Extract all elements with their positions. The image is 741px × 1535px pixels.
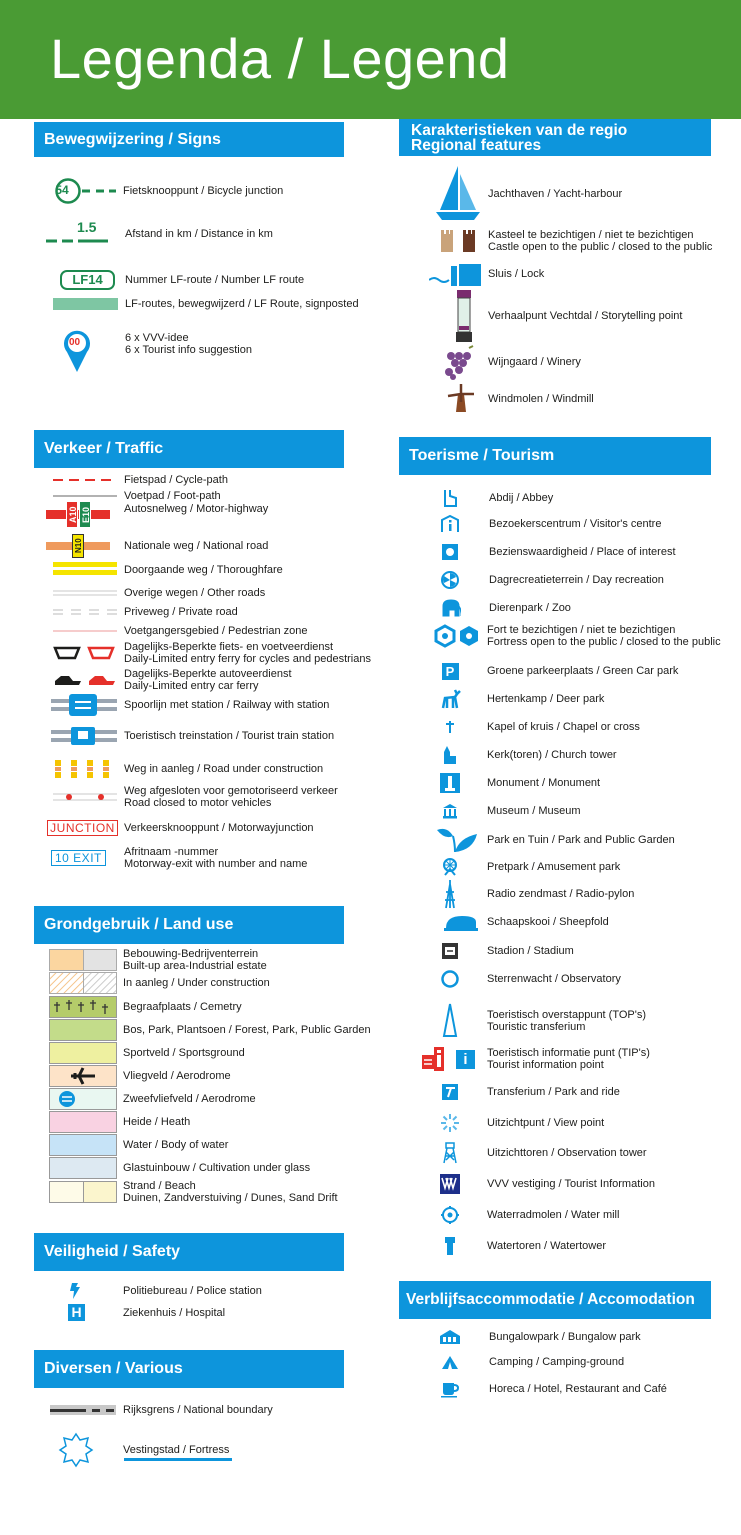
distance-number: 1.5 xyxy=(77,219,97,235)
road-closed-icon xyxy=(46,790,124,804)
legend-row-radio-pylon xyxy=(439,878,634,910)
legend-row-cemetry xyxy=(42,996,242,1018)
police-icon xyxy=(64,1281,123,1301)
legend-label: Heide / Heath xyxy=(123,1116,191,1128)
legend-label: Dagelijks-Beperkte autoveerdienst xyxy=(124,668,292,680)
legend-row-vvv-office xyxy=(439,1173,655,1195)
legend-label: Transferium / Park and ride xyxy=(487,1086,620,1098)
legend-label: Bos, Park, Plantsoen / Forest, Park, Public Garden xyxy=(123,1024,371,1036)
observatory-icon xyxy=(439,968,461,990)
legend-label: 6 x VVV-idee xyxy=(125,332,189,344)
water-swatch xyxy=(49,1134,117,1156)
vvv-office-icon xyxy=(439,1173,461,1195)
legend-row-stadium xyxy=(439,940,574,962)
regional-header-line2: Regional features xyxy=(411,136,542,154)
legend-label: Fietspad / Cycle-path xyxy=(124,474,228,486)
hospital-icon: H xyxy=(68,1304,85,1321)
legend-label: Dagrecreatieterrein / Day recreation xyxy=(489,574,664,586)
cemetry-swatch xyxy=(42,996,123,1018)
legend-label: Politiebureau / Police station xyxy=(123,1285,262,1297)
legend-label: VVV vestiging / Tourist Information xyxy=(487,1178,655,1190)
landuse-header: Grondgebruik / Land use xyxy=(34,906,344,944)
distance-dash-icon xyxy=(46,219,125,246)
sheepfold-icon xyxy=(434,912,487,932)
legend-label: In aanleg / Under construction xyxy=(123,977,270,989)
camping-tent-icon xyxy=(439,1351,461,1373)
railway-station-icon xyxy=(44,692,124,718)
legend-label: Fort te bezichtigen / niet te bezichtigen xyxy=(487,624,676,636)
legend-row-camping xyxy=(439,1351,624,1373)
legend-row-vvv-idea xyxy=(62,328,252,374)
legend-label: Horeca / Hotel, Restaurant and Café xyxy=(489,1383,667,1395)
legend-label: Voetpad / Foot-path xyxy=(124,490,221,502)
legend-label: Sluis / Lock xyxy=(488,268,545,280)
legend-row-zoo xyxy=(439,597,571,619)
cycle-path-line-icon xyxy=(46,474,124,486)
legend-row-lf-signposted xyxy=(46,298,359,310)
legend-row-lf-number xyxy=(50,270,304,290)
legend-row-visitor-centre xyxy=(439,513,661,535)
legend-label: Fortress open to the public / closed to the public xyxy=(487,636,721,648)
legend-row-park xyxy=(426,826,675,854)
forest-swatch xyxy=(49,1019,117,1041)
water-tower-icon xyxy=(439,1235,461,1257)
legend-label: Verkeersknooppunt / Motorwayjunction xyxy=(124,822,314,834)
legend-row-chapel xyxy=(439,716,640,738)
windmill-icon xyxy=(434,384,488,414)
junction-number: 54 xyxy=(55,183,69,197)
observation-tower-icon xyxy=(439,1142,461,1164)
storytelling-point-icon xyxy=(440,288,488,344)
various-header: Diversen / Various xyxy=(34,1350,344,1388)
legend-row-tip xyxy=(422,1047,650,1071)
legend-label: Kasteel te bezichtigen / niet te bezichtigen xyxy=(488,229,694,241)
legend-row-distance xyxy=(46,219,273,246)
legend-row-construction xyxy=(46,758,323,780)
legend-row-railway xyxy=(44,692,329,718)
legend-row-yacht xyxy=(428,164,622,224)
legend-row-exit xyxy=(51,846,307,870)
tip-blue-info-icon: i xyxy=(456,1050,475,1069)
legend-row-cycle-path xyxy=(46,474,228,486)
ferris-wheel-icon xyxy=(439,856,461,878)
church-tower-icon xyxy=(439,744,461,766)
legend-label: Weg in aanleg / Road under construction xyxy=(124,763,324,775)
place-of-interest-icon xyxy=(439,541,461,563)
legend-label: Autosnelweg / Motor-highway xyxy=(124,503,269,515)
legend-row-water xyxy=(42,1134,228,1156)
legend-label: Uitzichtpunt / View point xyxy=(487,1117,605,1129)
legend-label: Waterradmolen / Water mill xyxy=(487,1209,620,1221)
museum-icon xyxy=(439,800,461,822)
legend-label: Toeristisch overstappunt (TOP's) xyxy=(487,1009,647,1021)
road-construction-icon xyxy=(46,758,124,780)
builtup-swatch xyxy=(42,949,123,971)
legend-label: Toeristisch treinstation / Tourist train station xyxy=(124,730,335,742)
legend-row-park-ride xyxy=(439,1081,620,1103)
legend-row-beach xyxy=(42,1180,338,1204)
legend-label: Daily-Limited entry car ferry xyxy=(124,680,259,692)
yacht-harbour-icon xyxy=(428,164,488,224)
park-and-ride-icon xyxy=(439,1081,461,1103)
exit-box: 10 EXIT xyxy=(51,850,106,866)
legend-label: Camping / Camping-ground xyxy=(489,1356,625,1368)
regional-header xyxy=(399,119,711,156)
legend-label: Priveweg / Private road xyxy=(124,606,238,618)
legend-row-abbey xyxy=(439,487,553,509)
fort-icon xyxy=(426,624,487,648)
legend-label: Park en Tuin / Park and Public Garden xyxy=(487,834,675,846)
legend-row-observation-tower xyxy=(439,1142,647,1164)
traffic-header: Verkeer / Traffic xyxy=(34,430,344,468)
legend-label: Kerk(toren) / Church tower xyxy=(487,749,617,761)
legend-label: Tourist information point xyxy=(487,1059,604,1071)
lf-route-badge: LF14 xyxy=(60,270,115,290)
legend-label: Stadion / Stadium xyxy=(487,945,574,957)
water-mill-icon xyxy=(439,1204,461,1226)
fortress-icon xyxy=(58,1432,123,1468)
legend-row-horeca xyxy=(439,1378,667,1400)
legend-row-amusement xyxy=(439,856,620,878)
under-construction-swatch xyxy=(42,972,123,994)
park-leaf-icon xyxy=(426,826,487,854)
winery-grapes-icon xyxy=(434,344,488,380)
legend-row-day-recreation xyxy=(439,569,664,591)
legend-row-junction xyxy=(41,820,314,836)
legend-label: Water / Body of water xyxy=(123,1139,229,1151)
day-recreation-icon xyxy=(439,569,461,591)
legend-label: Voetgangersgebied / Pedestrian zone xyxy=(124,625,308,637)
legend-label: Begraafplaats / Cemetry xyxy=(123,1001,242,1013)
legend-label: Zweefvliefveld / Aerodrome xyxy=(123,1093,256,1105)
legend-row-green-car-park xyxy=(439,660,678,682)
legend-row-road-closed xyxy=(46,785,338,809)
legend-row-museum xyxy=(439,800,581,822)
visitor-centre-icon xyxy=(439,513,461,535)
legend-label: Duinen, Zandverstuiving / Dunes, Sand Drift xyxy=(123,1192,338,1204)
legend-label: Daily-Limited entry ferry for cycles and pedestrians xyxy=(124,653,371,665)
legend-label: Nummer LF-route / Number LF route xyxy=(125,274,305,286)
legend-row-tourist-train xyxy=(44,723,334,749)
legend-label: Glastuinbouw / Cultivation under glass xyxy=(123,1162,311,1174)
tip-red-icon xyxy=(422,1047,446,1071)
legend-label: Kapel of kruis / Chapel or cross xyxy=(487,721,640,733)
legend-label: Wijngaard / Winery xyxy=(488,356,581,368)
aerodrome-swatch xyxy=(42,1065,123,1087)
legend-label: Abdij / Abbey xyxy=(489,492,554,504)
legend-label: Road closed to motor vehicles xyxy=(124,797,272,809)
legend-label: Built-up area-Industrial estate xyxy=(123,960,267,972)
tourist-train-station-icon xyxy=(44,723,124,749)
abbey-icon xyxy=(439,487,461,509)
legend-label: Bungalowpark / Bungalow park xyxy=(489,1331,641,1343)
legend-row-thoroughfare xyxy=(46,562,283,578)
heath-swatch xyxy=(49,1111,117,1133)
transferium-top-icon xyxy=(439,1002,461,1040)
view-point-icon xyxy=(439,1112,461,1134)
legend-label: Groene parkeerplaats / Green Car park xyxy=(487,665,679,677)
legend-label: Doorgaande weg / Thoroughfare xyxy=(124,564,283,576)
cross-icon xyxy=(439,716,461,738)
legend-row-view-point xyxy=(439,1112,604,1134)
horeca-cup-icon xyxy=(439,1378,461,1400)
legend-row-top xyxy=(439,1002,646,1040)
castle-icon xyxy=(430,228,488,254)
legend-label: Museum / Museum xyxy=(487,805,581,817)
junction-box: JUNCTION xyxy=(47,820,118,836)
bungalow-icon xyxy=(439,1326,461,1348)
legend-row-hospital xyxy=(68,1304,225,1321)
legend-label: Vliegveld / Aerodrome xyxy=(123,1070,231,1082)
glass-swatch xyxy=(49,1157,117,1179)
legend-label: Touristic transferium xyxy=(487,1021,586,1033)
legend-label: Bezienswaardigheid / Place of interest xyxy=(489,546,676,558)
legend-label: Watertoren / Watertower xyxy=(487,1240,606,1252)
legend-label: Sportveld / Sportsground xyxy=(123,1047,245,1059)
legend-row-forest xyxy=(42,1019,371,1041)
legend-row-windmill xyxy=(434,384,594,414)
legend-label: Ziekenhuis / Hospital xyxy=(123,1306,226,1319)
legend-label: Weg afgesloten voor gemotoriseerd verkeer xyxy=(124,785,338,797)
title-banner xyxy=(0,0,741,119)
legend-label: 6 x Tourist info suggestion xyxy=(125,344,252,356)
legend-label: Dagelijks-Beperkte fiets- en voetveerdienst xyxy=(124,641,334,653)
radio-pylon-icon xyxy=(439,878,461,910)
vvv-code: 00 xyxy=(69,337,81,348)
legend-label: Bezoekerscentrum / Visitor's centre xyxy=(489,518,662,530)
legend-label: Castle open to the public / closed to the public xyxy=(488,241,713,253)
legend-label: Fietsknooppunt / Bicycle junction xyxy=(123,185,284,197)
monument-icon xyxy=(439,772,461,794)
legend-row-under-construction xyxy=(42,972,270,994)
legend-label: Motorway-exit with number and name xyxy=(124,858,308,870)
signs-header: Bewegwijzering / Signs xyxy=(34,122,344,157)
legend-label: Windmolen / Windmill xyxy=(488,393,594,405)
legend-row-other-roads xyxy=(46,587,265,599)
sports-swatch xyxy=(49,1042,117,1064)
legend-row-place-of-interest xyxy=(439,541,676,563)
legend-label: Uitzichttoren / Observation tower xyxy=(487,1147,647,1159)
accommodation-header: Verblijfsaccommodatie / Accomodation xyxy=(399,1281,711,1319)
legend-label: Overige wegen / Other roads xyxy=(124,587,266,599)
legend-label: Radio zendmast / Radio-pylon xyxy=(487,888,635,900)
legend-row-sports xyxy=(42,1042,245,1064)
legend-label: Verhaalpunt Vechtdal / Storytelling point xyxy=(488,310,683,322)
motorway-line-icon xyxy=(46,500,124,530)
legend-label: Dierenpark / Zoo xyxy=(489,602,571,614)
legend-row-church xyxy=(439,744,617,766)
legend-label: Jachthaven / Yacht-harbour xyxy=(488,188,623,200)
deer-icon xyxy=(439,688,461,710)
legend-row-storytelling xyxy=(440,288,682,344)
legend-label: Nationale weg / National road xyxy=(124,540,269,552)
legend-label: Afstand in km / Distance in km xyxy=(125,228,273,240)
other-roads-line-icon xyxy=(46,587,124,599)
legend-row-monument xyxy=(439,772,600,794)
lf-route-swatch xyxy=(53,298,118,310)
zoo-elephant-icon xyxy=(439,597,461,619)
safety-header: Veiligheid / Safety xyxy=(34,1233,344,1271)
tourism-header: Toerisme / Tourism xyxy=(399,437,711,475)
legend-row-aerodrome xyxy=(42,1065,231,1087)
legend-row-boundary xyxy=(42,1403,273,1417)
legend-label: Toeristisch informatie punt (TIP's) xyxy=(487,1047,650,1059)
legend-row-glass xyxy=(42,1157,310,1179)
national-road-badge: N10 xyxy=(72,534,84,558)
legend-row-deer-park xyxy=(439,688,604,710)
ferry-cycles-icon xyxy=(46,646,124,660)
legend-row-police xyxy=(64,1281,262,1301)
car-ferry-icon xyxy=(46,673,124,687)
legend-row-fortress-open xyxy=(426,624,721,648)
legend-row-water-mill xyxy=(439,1204,619,1226)
legend-row-bicycle-junction xyxy=(48,178,283,204)
legend-row-castle xyxy=(430,228,712,254)
pedestrian-zone-line-icon xyxy=(46,626,124,636)
legend-label: Vestingstad / Fortress xyxy=(123,1444,230,1456)
legend-row-heath xyxy=(42,1111,190,1133)
legend-label: Monument / Monument xyxy=(487,777,601,789)
legend-row-private-road xyxy=(46,606,238,618)
motorway-a-badge: A10 xyxy=(66,501,78,528)
legend-row-ferry-cycles xyxy=(46,641,371,665)
national-boundary-line-icon xyxy=(42,1403,123,1417)
legend-row-observatory xyxy=(439,968,621,990)
glider-field-swatch xyxy=(42,1088,123,1110)
parking-icon: P xyxy=(442,663,459,680)
legend-row-winery xyxy=(434,344,581,380)
legend-label: Bebouwing-Bedrijventerrein xyxy=(123,948,259,960)
legend-row-pedestrian-zone xyxy=(46,625,307,637)
legend-row-builtup xyxy=(42,948,267,972)
vvv-idea-pin-icon xyxy=(62,328,125,374)
legend-label: LF-routes, bewegwijzerd / LF Route, signposted xyxy=(125,298,359,310)
legend-row-motorway xyxy=(46,500,268,530)
legend-row-glider xyxy=(42,1088,256,1110)
fortress-underline xyxy=(124,1458,232,1461)
legend-label: Strand / Beach xyxy=(123,1180,196,1192)
legend-row-sheepfold xyxy=(434,912,609,932)
legend-label: Spoorlijn met station / Railway with station xyxy=(124,699,330,711)
legend-label: Hertenkamp / Deer park xyxy=(487,693,605,705)
legend-row-lock xyxy=(424,262,544,286)
private-road-line-icon xyxy=(46,606,124,618)
legend-label: Schaapskooi / Sheepfold xyxy=(487,916,609,928)
legend-label: Rijksgrens / National boundary xyxy=(123,1404,273,1416)
thoroughfare-line-icon xyxy=(46,562,124,578)
legend-label: Pretpark / Amusement park xyxy=(487,861,621,873)
regional-header-line1: Karakteristieken van de regio xyxy=(411,121,628,139)
stadium-icon xyxy=(439,940,461,962)
page-title: Legenda / Legend xyxy=(50,27,510,90)
legend-label: Afritnaam -nummer xyxy=(124,846,219,858)
legend-row-national-road xyxy=(46,534,268,558)
legend-row-bungalow xyxy=(439,1326,641,1348)
legend-row-fortress xyxy=(58,1432,229,1468)
legend-row-water-tower xyxy=(439,1235,606,1257)
legend-label: Sterrenwacht / Observatory xyxy=(487,973,621,985)
legend-row-ferry-cars xyxy=(46,668,292,692)
beach-swatch xyxy=(42,1181,123,1203)
national-road-line-icon xyxy=(46,534,124,558)
lock-icon xyxy=(424,262,488,286)
motorway-e-badge: E10 xyxy=(79,501,91,528)
